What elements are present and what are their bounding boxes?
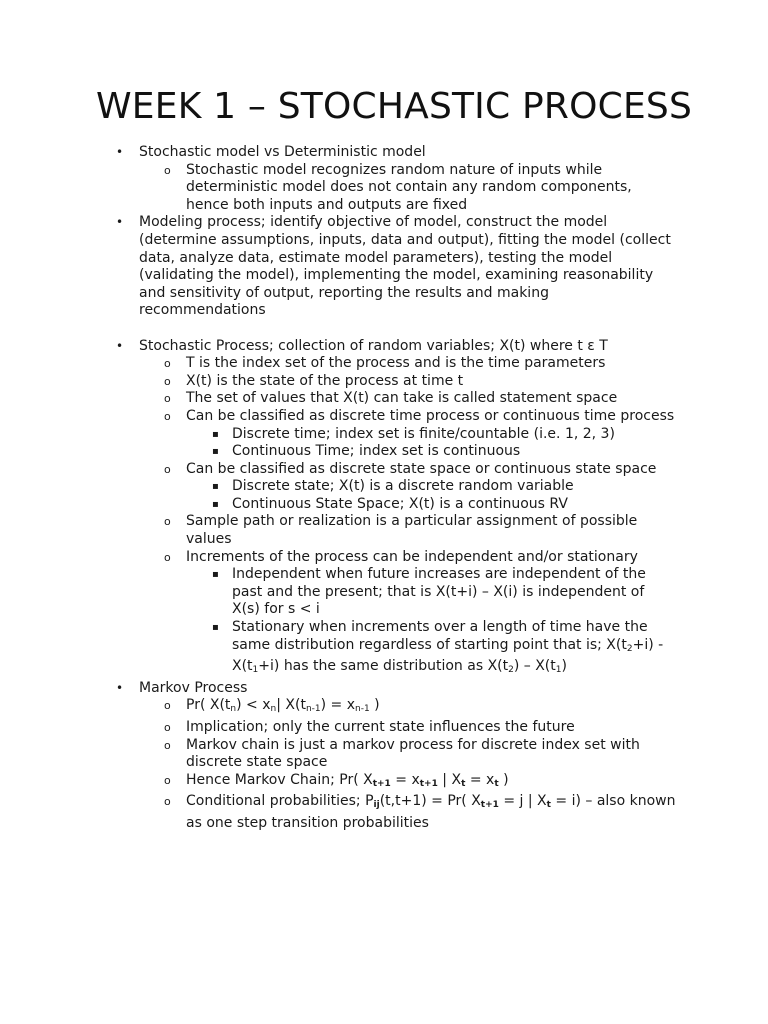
subbullet-time-classification xyxy=(164,407,676,426)
subscript: 2 xyxy=(508,665,514,676)
subbullet-marker: o xyxy=(164,738,171,752)
text-part: ) xyxy=(561,658,567,675)
subscript: t xyxy=(546,800,551,811)
subbullet-stochastic-definition xyxy=(164,161,676,215)
subbullet-text: Markov chain is just a markov process for discrete index set with discrete state space xyxy=(186,736,640,771)
subscript: 1 xyxy=(555,665,562,676)
bullet-text: Markov Process xyxy=(139,679,248,696)
subsubbullet-marker: ▪ xyxy=(212,498,219,510)
bullet-text: Modeling process; identify objective of model, construct the model (determine assumptions, inputs, data and output), fitting the model (collect data, analyze data, estimate model parameters), testing the model (validating the model), implementing the model, examining reasonability and sensitivity of output, reporting the results and making recommendations xyxy=(139,214,671,319)
text-part: = x xyxy=(390,771,420,788)
subbullet-index-set xyxy=(164,355,676,373)
subscript: t+1 xyxy=(480,800,499,811)
subbullet-text: T is the index set of the process and is the time parameters xyxy=(186,355,606,372)
subsubbullet-discrete-time xyxy=(212,425,676,444)
text-part: ) xyxy=(369,697,380,714)
subsubbullet-stationary-increments xyxy=(212,619,676,680)
text-part: +i) has the same distribution as X(t xyxy=(258,658,509,675)
text-part: | X(t xyxy=(276,697,306,714)
subbullet-markov-chain-formula xyxy=(164,771,676,794)
bullet-marker: • xyxy=(116,680,124,695)
subscript: n xyxy=(230,704,237,715)
subscript: n-1 xyxy=(305,704,321,715)
subbullet-text: Implication; only the current state influences the future xyxy=(186,719,575,735)
subbullet-marker: o xyxy=(164,409,171,423)
subscript: 2 xyxy=(626,643,633,654)
subbullet-state-space xyxy=(164,390,676,408)
subscript: t xyxy=(494,778,499,789)
subscript: t xyxy=(461,778,466,789)
subbullet-marker: o xyxy=(164,374,171,388)
bullet-markov-process xyxy=(116,679,679,698)
bullet-stochastic-process xyxy=(116,337,679,356)
subsubbullet-text: Continuous State Space; X(t) is a continuous RV xyxy=(232,495,568,512)
page-title: WEEK 1 – STOCHASTIC PROCESS xyxy=(96,86,693,127)
subbullet-marker: o xyxy=(164,163,171,177)
bullet-text: Stochastic model vs Deterministic model xyxy=(139,144,426,160)
text-part: ) < x xyxy=(236,697,271,714)
subscript: t+1 xyxy=(372,778,391,789)
subsubbullet-continuous-time xyxy=(212,443,676,461)
text-part: (t,t+1) = Pr( X xyxy=(379,793,481,810)
subsubbullet-discrete-state xyxy=(212,478,676,496)
subsubbullet-text: Discrete state; X(t) is a discrete random variable xyxy=(232,478,574,495)
subbullet-sample-path xyxy=(164,513,676,548)
bullet-modeling-process xyxy=(116,214,679,320)
subscript: n-1 xyxy=(355,704,370,715)
bullet-text: Stochastic Process; collection of random variables; X(t) where t ε T xyxy=(139,337,608,354)
subbullet-text xyxy=(186,697,380,713)
text-part: ) – X(t xyxy=(513,658,556,675)
subbullet-state-classification xyxy=(164,460,676,479)
subsubbullet-continuous-state xyxy=(212,495,676,514)
subbullet-text: Can be classified as discrete time process or continuous time process xyxy=(186,407,675,424)
subbullet-markov-implication xyxy=(164,719,676,737)
subbullet-text xyxy=(186,793,675,831)
subsubbullet-text: Continuous Time; index set is continuous xyxy=(232,443,521,460)
subbullet-marker: o xyxy=(164,462,171,476)
subsubbullet-text: Independent when future increases are independent of the past and the present; that is X(t+i) – X(i) is independent of X(s) for s < i xyxy=(232,566,646,618)
bullet-marker: • xyxy=(116,145,124,159)
subbullet-text: The set of values that X(t) can take is called statement space xyxy=(186,390,618,407)
subbullet-marker: o xyxy=(164,392,171,406)
subbullet-marker: o xyxy=(164,357,171,371)
text-part: Stationary when increments over a length of time have the same distribution regardless of starting point that is; X(t xyxy=(232,619,648,653)
subbullet-marker: o xyxy=(164,773,171,787)
subsubbullet-marker: ▪ xyxy=(212,622,219,634)
subbullet-conditional-probabilities xyxy=(164,793,676,832)
text-part: = i) – also known as one step transition probabilities xyxy=(186,793,676,831)
subbullet-text xyxy=(186,772,509,788)
bullet-stochastic-vs-deterministic xyxy=(116,144,679,162)
notes-list xyxy=(0,144,768,833)
subsubbullet-marker: ▪ xyxy=(212,481,219,493)
bullet-marker: • xyxy=(116,338,124,353)
text-part: +i) - X(t xyxy=(232,636,664,675)
subbullet-increments xyxy=(164,548,676,567)
text-part: | X xyxy=(437,771,462,788)
subscript: ij xyxy=(373,800,380,811)
subsubbullet-text: Discrete time; index set is finite/countable (i.e. 1, 2, 3) xyxy=(232,425,615,442)
subbullet-text: Can be classified as discrete state space or continuous state space xyxy=(186,460,657,477)
text-part: = x xyxy=(465,771,495,788)
subbullet-marker: o xyxy=(164,699,171,713)
text-part: ) xyxy=(498,771,509,788)
subsubbullet-text xyxy=(232,619,663,674)
subbullet-text: Stochastic model recognizes random nature of inputs while deterministic model does not contain any random components, hence both inputs and outputs are fixed xyxy=(186,161,632,213)
subbullet-marker: o xyxy=(164,550,171,564)
subsubbullet-independent-increments xyxy=(212,566,676,619)
subsubbullet-marker: ▪ xyxy=(212,428,219,440)
text-part: Hence Markov Chain; Pr( X xyxy=(186,771,373,788)
subscript: n xyxy=(270,704,277,715)
subbullet-text: Increments of the process can be independent and/or stationary xyxy=(186,548,638,565)
text-part: = j | X xyxy=(498,793,547,810)
subscript: 1 xyxy=(252,665,259,676)
text-part: Pr( X(t xyxy=(186,697,231,714)
subbullet-marker: o xyxy=(164,721,171,734)
subbullet-marker: o xyxy=(164,515,171,529)
subscript: t+1 xyxy=(419,778,438,789)
subbullet-markov-definition xyxy=(164,697,676,719)
text-part: ) = x xyxy=(320,697,356,714)
subsubbullet-marker: ▪ xyxy=(212,446,219,458)
text-part: Conditional probabilities; P xyxy=(186,793,374,810)
subbullet-state xyxy=(164,372,676,391)
subbullet-markov-chain xyxy=(164,736,676,772)
subsubbullet-marker: ▪ xyxy=(212,569,219,581)
bullet-marker: • xyxy=(116,215,124,230)
subbullet-text: X(t) is the state of the process at time t xyxy=(186,372,464,389)
subbullet-text: Sample path or realization is a particular assignment of possible values xyxy=(186,513,638,548)
subbullet-marker: o xyxy=(164,795,171,809)
